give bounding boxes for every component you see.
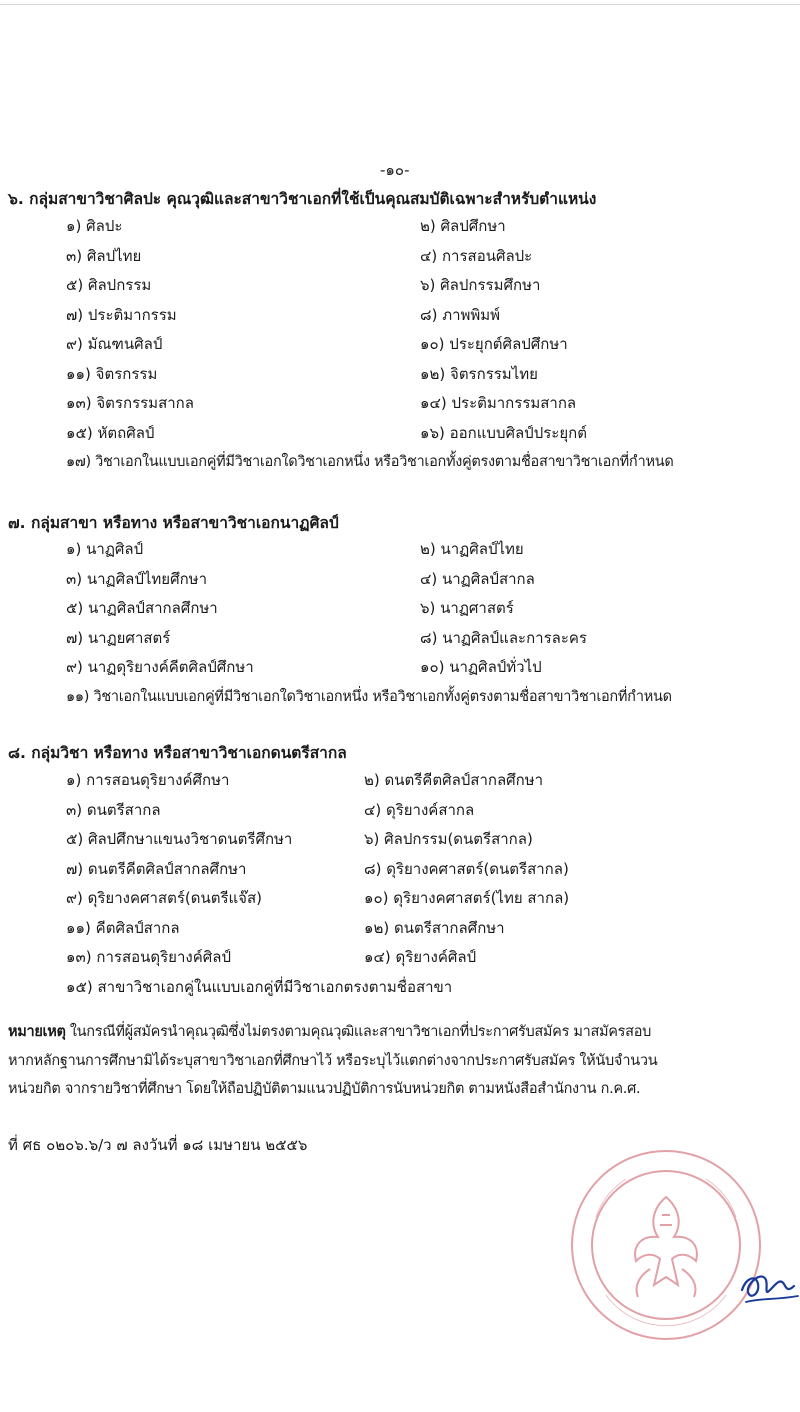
note-line: หน่วยกิต จากรายวิชาที่ศึกษา โดยให้ถือปฏิบัติตามแนวปฏิบัติการนับหน่วยกิต ตามหนังสือสำนักงาน ก.ค.ศ. xyxy=(8,1081,641,1097)
list-item: ๑๖) ออกแบบศิลป์ประยุกต์ xyxy=(420,423,587,442)
list-item: ๙) ดุริยางคศาสตร์(ดนตรีแจ๊ส) xyxy=(66,889,262,907)
list-item: ๑๒) ดนตรีสากลศึกษา xyxy=(364,918,505,937)
list-item: ๒) ดนตรีคีตศิลป์สากลศึกษา xyxy=(364,771,544,789)
list-item: ๘) ภาพพิมพ์ xyxy=(420,305,501,324)
official-seal-icon xyxy=(566,1145,766,1345)
list-item: ๑๓) การสอนดุริยางค์ศิลป์ xyxy=(66,948,231,966)
list-item: ๑๑) คีตศิลป์สากล xyxy=(66,918,180,937)
list-row xyxy=(0,857,800,887)
list-row xyxy=(0,421,800,451)
list-row xyxy=(0,975,800,1005)
list-item: ๘) ดุริยางคศาสตร์(ดนตรีสากล) xyxy=(364,859,569,878)
list-item: ๑) การสอนดุริยางค์ศึกษา xyxy=(66,771,230,789)
list-row xyxy=(0,450,800,480)
section-6-list xyxy=(0,214,800,480)
list-item: ๖) นาฏศาสตร์ xyxy=(420,599,514,617)
list-row xyxy=(0,685,800,715)
list-item: ๙) มัณฑนศิลป์ xyxy=(66,335,163,353)
section-8-heading: ๘. กลุ่มวิชา หรือทาง หรือสาขาวิชาเอกดนตรีสากล xyxy=(8,744,347,762)
list-row xyxy=(0,332,800,362)
list-item: ๑๐) นาฏศิลป์ทั่วไป xyxy=(420,658,542,676)
list-item: ๔) ดุริยางค์สากล xyxy=(364,800,475,819)
list-item: ๓) ศิลปไทย xyxy=(66,246,142,265)
list-item: ๑๐) ประยุกต์ศิลปศึกษา xyxy=(420,335,568,353)
list-item: ๖) ศิลปกรรมศึกษา xyxy=(420,276,541,294)
note-line: หากหลักฐานการศึกษามิได้ระบุสาขาวิชาเอกที่ศึกษาไว้ หรือระบุไว้แตกต่างจากประกาศรับสมัคร ให้นับจำนวน xyxy=(8,1052,658,1069)
list-item: ๒) ศิลปศึกษา xyxy=(420,217,506,235)
note-block xyxy=(8,1018,798,1104)
list-row xyxy=(0,827,800,857)
list-item: ๑๑) จิตรกรรม xyxy=(66,364,158,383)
list-item: ๑) นาฏศิลป์ xyxy=(66,540,144,558)
list-row xyxy=(0,214,800,244)
list-item: ๑๕) หัตถศิลป์ xyxy=(66,423,155,442)
list-item: ๑๓) จิตรกรรมสากล xyxy=(66,394,194,412)
list-row xyxy=(0,273,800,303)
list-item: ๕) ศิลปศึกษาแขนงวิชาดนตรีศึกษา xyxy=(66,830,293,848)
list-row xyxy=(0,945,800,975)
list-item: ๑๕) สาขาวิชาเอกคู่ในแบบเอกคู่ที่มีวิชาเอกตรงตามชื่อสาขา xyxy=(66,977,453,996)
list-row xyxy=(0,537,800,567)
list-row xyxy=(0,626,800,656)
list-row xyxy=(0,655,800,685)
signature-icon xyxy=(736,1256,800,1312)
section-6-heading: ๖. กลุ่มสาขาวิชาศิลปะ คุณวุฒิและสาขาวิชาเอกที่ใช้เป็นคุณสมบัติเฉพาะสำหรับตำแหน่ง xyxy=(8,190,597,208)
list-item: ๙) นาฏดุริยางค์คีตศิลป์ศึกษา xyxy=(66,658,254,676)
page-number: -๑๐- xyxy=(380,161,410,179)
list-item: ๑๑) วิชาเอกในแบบเอกคู่ที่มีวิชาเอกใดวิชาเอกหนึ่ง หรือวิชาเอกทั้งคู่ตรงตามชื่อสาขาวิชาเอกที่กำหนด xyxy=(66,688,672,705)
list-row xyxy=(0,391,800,421)
section-7-list xyxy=(0,537,800,714)
list-row xyxy=(0,596,800,626)
list-row xyxy=(0,798,800,828)
list-item: ๗) นาฏยศาสตร์ xyxy=(66,628,171,647)
note-label: หมายเหตุ xyxy=(8,1024,66,1040)
list-item: ๒) นาฏศิลป์ไทย xyxy=(420,540,524,558)
list-item: ๑๒) จิตรกรรมไทย xyxy=(420,364,538,383)
list-item: ๑) ศิลปะ xyxy=(66,217,123,235)
list-row xyxy=(0,567,800,597)
top-border xyxy=(0,4,800,5)
list-row xyxy=(0,768,800,798)
list-row xyxy=(0,244,800,274)
list-item: ๑๐) ดุริยางคศาสตร์(ไทย สากล) xyxy=(364,889,570,907)
section-7-heading: ๗. กลุ่มสาขา หรือทาง หรือสาขาวิชาเอกนาฏศิลป์ xyxy=(8,514,339,532)
list-item: ๔) นาฏศิลป์สากล xyxy=(420,569,535,588)
list-item: ๔) การสอนศิลปะ xyxy=(420,246,533,265)
list-row xyxy=(0,916,800,946)
list-row xyxy=(0,303,800,333)
note-line xyxy=(8,1018,798,1047)
list-item: ๑๗) วิชาเอกในแบบเอกคู่ที่มีวิชาเอกใดวิชาเอกหนึ่ง หรือวิชาเอกทั้งคู่ตรงตามชื่อสาขาวิชาเอกที่กำหนด xyxy=(66,454,674,470)
section-8-list xyxy=(0,768,800,1004)
reference-line: ที่ ศธ ๐๒๐๖.๖/ว ๗ ลงวันที่ ๑๘ เมษายน ๒๕๕๖ xyxy=(8,1136,308,1154)
list-row xyxy=(0,886,800,916)
list-item: ๗) ดนตรีคีตศิลป์สากลศึกษา xyxy=(66,859,247,878)
note-text: ในกรณีที่ผู้สมัครนำคุณวุฒิซึ่งไม่ตรงตามคุณวุฒิและสาขาวิชาเอกที่ประกาศรับสมัคร มาสมัครสอบ xyxy=(65,1024,652,1040)
list-item: ๗) ประติมากรรม xyxy=(66,305,177,324)
list-item: ๓) ดนตรีสากล xyxy=(66,800,161,819)
list-item: ๕) นาฏศิลป์สากลศึกษา xyxy=(66,599,218,617)
list-item: ๑๔) ดุริยางค์ศิลป์ xyxy=(364,948,477,966)
list-item: ๘) นาฏศิลป์และการละคร xyxy=(420,628,587,647)
list-row xyxy=(0,362,800,392)
list-item: ๖) ศิลปกรรม(ดนตรีสากล) xyxy=(364,830,533,848)
list-item: ๕) ศิลปกรรม xyxy=(66,276,152,294)
list-item: ๓) นาฏศิลป์ไทยศึกษา xyxy=(66,569,207,588)
list-item: ๑๔) ประติมากรรมสากล xyxy=(420,394,577,412)
